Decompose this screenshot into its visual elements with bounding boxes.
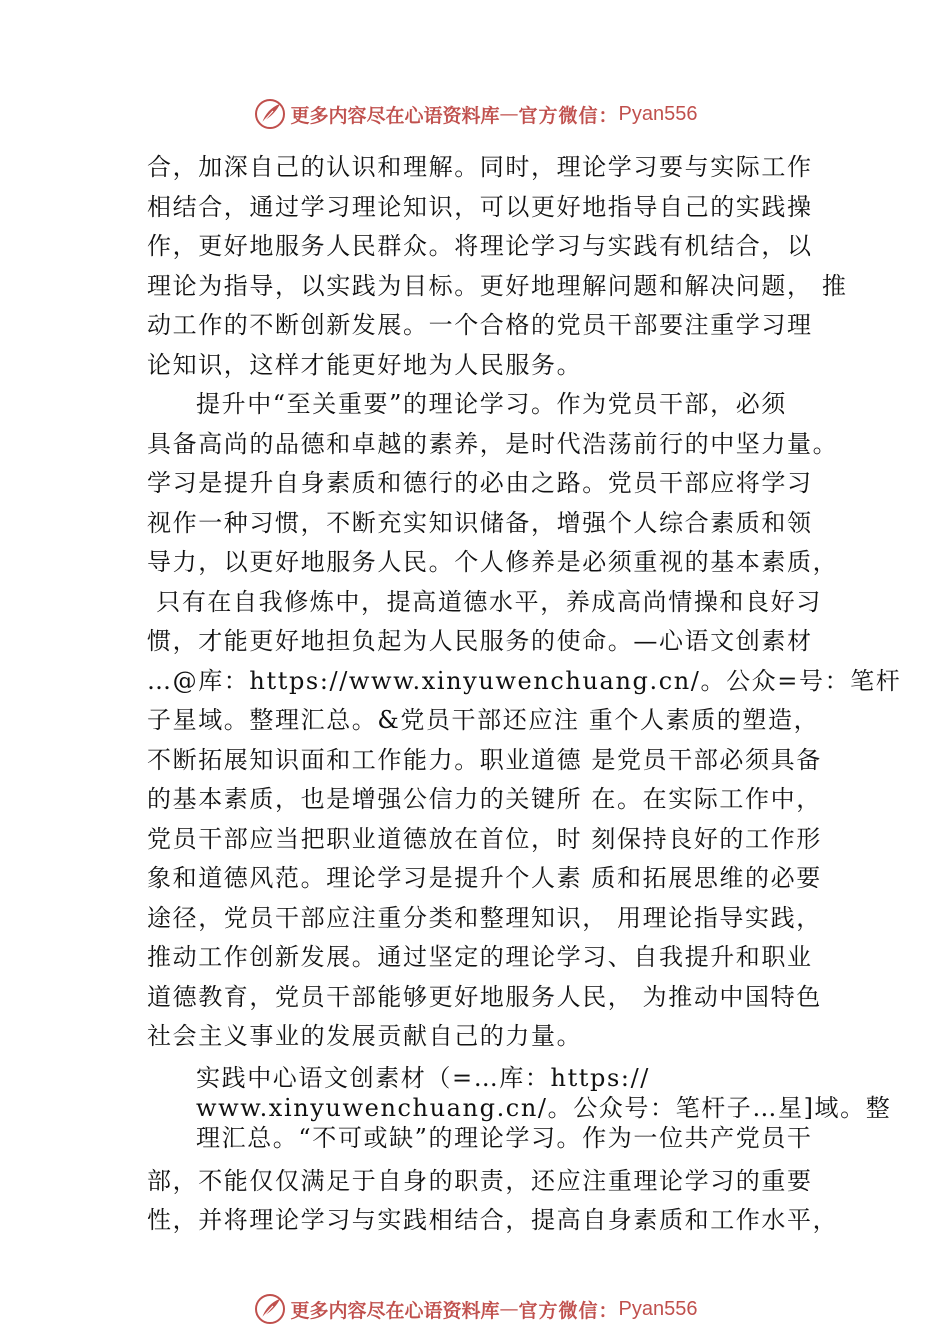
text-line: 不断拓展知识面和工作能力。职业道德 是党员干部必须具备 [147, 746, 822, 774]
watermark-contact-label: 官方微信： [518, 1299, 619, 1322]
text-line: …@库：https://www.xinyuwenchuang.cn/。公众=号：笔杆 [147, 667, 902, 695]
text-line: 学习是提升自身素质和德行的必由之路。党员干部应将学习 [147, 469, 813, 497]
watermark-brand-text: 更多内容尽在心语资料库 [290, 1299, 500, 1322]
text-line: 社会主义事业的发展贡献自己的力量。 [147, 1022, 583, 1050]
watermark-brand-text: 更多内容尽在心语资料库 [290, 104, 500, 127]
text-line: 的基本素质，也是增强公信力的关键所 在。在实际工作中， [147, 785, 822, 813]
footer-watermark-banner [0, 1289, 950, 1329]
text-line: 作，更好地服务人民群众。将理论学习与实践有机结合，以 [147, 232, 813, 260]
text-line: 理汇总。“不可或缺”的理论学习。作为一位共产党员干 [196, 1124, 813, 1152]
text-line: www.xinyuwenchuang.cn/。公众号：笔杆子…星]域。整 [196, 1094, 892, 1122]
text-line: 视作一种习惯，不断充实知识储备，增强个人综合素质和领 [147, 509, 813, 537]
text-line: 党员干部应当把职业道德放在首位，时 刻保持良好的工作形 [147, 825, 822, 853]
text-line: 推动工作创新发展。通过坚定的理论学习、自我提升和职业 [147, 943, 813, 971]
text-line: 象和道德风范。理论学习是提升个人素 质和拓展思维的必要 [147, 864, 822, 892]
text-line: 论知识，这样才能更好地为人民服务。 [147, 351, 583, 379]
text-line: 合，加深自己的认识和理解。同时，理论学习要与实际工作 [147, 153, 813, 181]
text-line: 道德教育，党员干部能够更好地服务人民， 为推动中国特色 [147, 983, 822, 1011]
text-line: 只有在自我修炼中，提高道德水平，养成高尚情操和良好习 [147, 588, 822, 616]
watermark-contact-id: Pyan556 [618, 1297, 698, 1320]
text-line: 性，并将理论学习与实践相结合，提高自身素质和工作水平， [147, 1206, 839, 1234]
text-line: 理论为指导，以实践为目标。更好地理解问题和解决问题， 推 [147, 272, 848, 300]
paragraph-first-line: 实践中心语文创素材（=…库：https:// [196, 1064, 650, 1092]
text-line: 子星域。整理汇总。&党员干部还应注 重个人素质的塑造， [147, 706, 820, 734]
text-line: 动工作的不断创新发展。一个合格的党员干部要注重学习理 [147, 311, 813, 339]
text-line: 具备高尚的品德和卓越的素养，是时代浩荡前行的中坚力量。 [147, 430, 839, 458]
watermark-contact-label: 官方微信： [518, 104, 619, 127]
text-line: 部，不能仅仅满足于自身的职责，还应注重理论学习的重要 [147, 1167, 813, 1195]
text-line: 惯，才能更好地担负起为人民服务的使命。—心语文创素材 [147, 627, 813, 655]
paragraph-first-line: 提升中“至关重要”的理论学习。作为党员干部，必须 [196, 390, 787, 418]
text-line: 导力，以更好地服务人民。个人修养是必须重视的基本素质， [147, 548, 839, 576]
watermark-dash: — [499, 103, 519, 125]
text-line: 相结合，通过学习理论知识，可以更好地指导自己的实践操 [147, 193, 813, 221]
watermark-contact-id: Pyan556 [618, 102, 698, 125]
feather-quill-icon [253, 1292, 287, 1326]
text-line: 途径，党员干部应注重分类和整理知识， 用理论指导实践， [147, 904, 822, 932]
watermark-dash: — [499, 1298, 519, 1320]
